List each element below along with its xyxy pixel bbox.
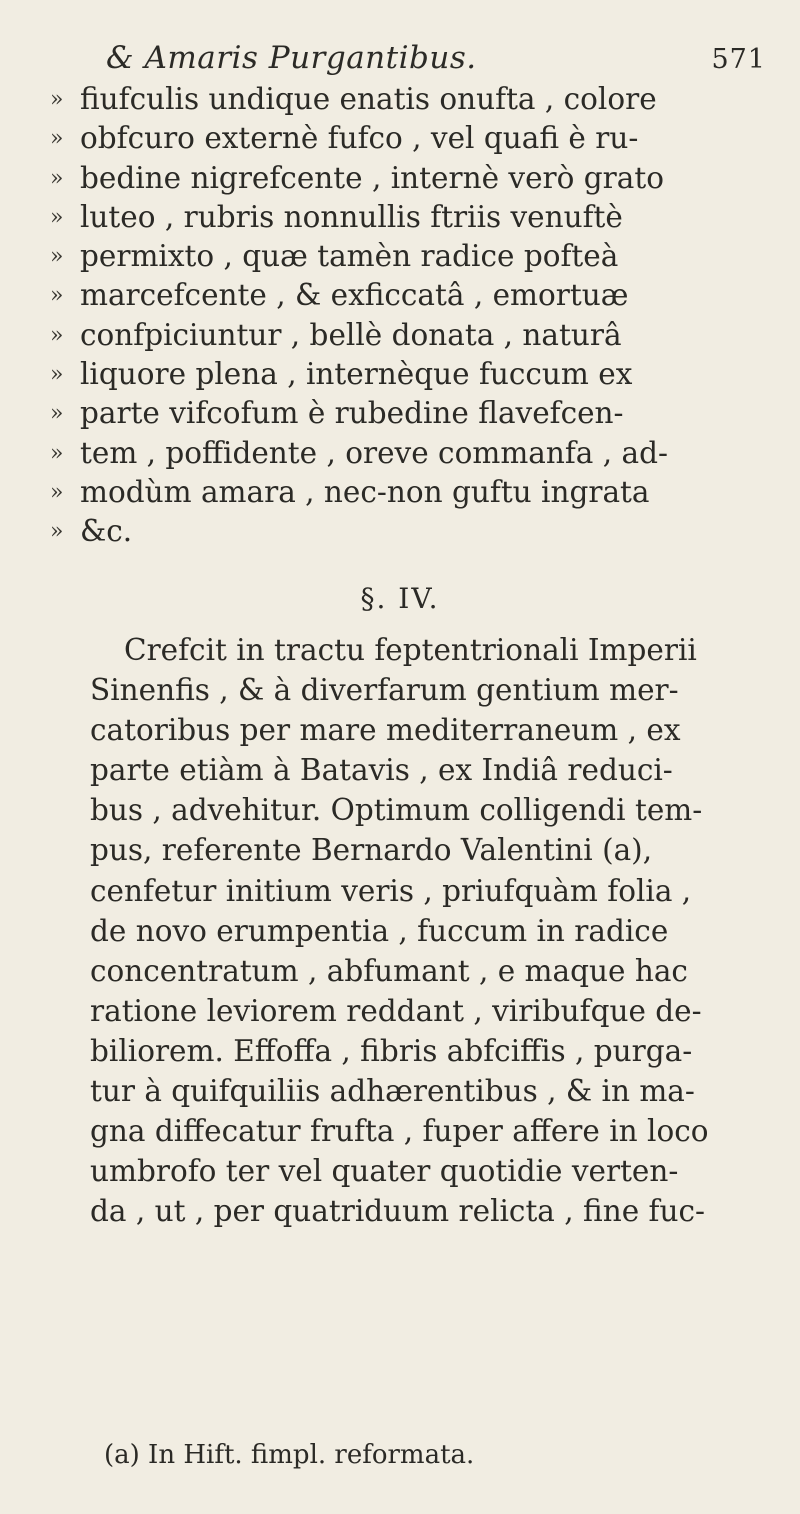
body-line: de novo erumpentia , fuccum in radice	[90, 913, 669, 948]
quote-line-text: bedine nigrefcente , internè verò grato	[80, 160, 664, 195]
footnote: (a) In Hift. fimpl. reformata.	[104, 1440, 475, 1470]
quote-line-text: modùm amara , nec-non guftu ingrata	[80, 474, 650, 509]
quote-line-text: &c.	[80, 514, 133, 549]
quote-line-text: confpiciuntur , bellè donata , naturâ	[80, 317, 622, 352]
quotation-mark: »	[50, 401, 64, 427]
page-number: 571	[711, 44, 766, 75]
quote-line	[50, 198, 780, 237]
body-line: tur à quifquiliis adhærentibus , & in ma-	[90, 1074, 695, 1109]
quote-line	[50, 119, 780, 158]
body-paragraph	[90, 630, 780, 1231]
body-line: pus, referente Bernardo Valentini (a),	[90, 833, 653, 868]
quotation-mark: »	[50, 519, 64, 545]
quote-line	[50, 237, 780, 276]
quote-line-text: fiufculis undique enatis onufta , colore	[80, 82, 657, 116]
quotation-mark: »	[50, 126, 64, 152]
quote-line	[50, 316, 780, 355]
quotation-mark: »	[50, 440, 64, 466]
quote-line-text: obfcuro externè fufco , vel quafi è ru-	[80, 121, 639, 156]
body-line: biliorem. Effoffa , fibris abfciffis , purga-	[90, 1033, 693, 1068]
quote-line	[50, 512, 780, 551]
quote-line-text: parte vifcofum è rubedine flavefcen-	[80, 396, 624, 431]
running-title: & Amaris Purgantibus.	[106, 40, 477, 76]
body-line: gna diffecatur frufta , fuper affere in loco	[90, 1114, 709, 1149]
quote-line	[50, 355, 780, 394]
quote-line	[50, 434, 780, 473]
quote-line	[50, 80, 780, 119]
body-line: cenfetur initium veris , priufquàm folia ,	[90, 873, 692, 908]
body-line: da , ut , per quatriduum relicta , fine fuc-	[90, 1194, 705, 1229]
quote-line-text: luteo , rubris nonnullis ftriis venuftè	[80, 199, 623, 234]
quote-line	[50, 473, 780, 512]
quote-line	[50, 159, 780, 198]
quote-line-text: marcefcente , & exficcatâ , emortuæ	[80, 278, 629, 313]
quotation-mark: »	[50, 362, 64, 388]
quotation-mark: »	[50, 87, 64, 112]
body-line: ratione leviorem reddant , viribufque de-	[90, 993, 702, 1028]
quotation-mark: »	[50, 244, 64, 270]
quotation-mark: »	[50, 283, 64, 309]
quotation-mark: »	[50, 322, 64, 348]
quotation-mark: »	[50, 165, 64, 191]
quotation-mark: »	[50, 479, 64, 505]
quote-line-text: permixto , quæ tamèn radice pofteà	[80, 239, 619, 274]
quotation-mark: »	[50, 204, 64, 230]
quote-line-text: tem , poffidente , oreve commanfa , ad-	[80, 435, 668, 470]
quote-line	[50, 394, 780, 433]
body-line: bus , advehitur. Optimum colligendi tem-	[90, 793, 703, 828]
body-line: catoribus per mare mediterraneum , ex	[90, 713, 681, 748]
quote-line-text: liquore plena , internèque fuccum ex	[80, 357, 633, 392]
body-line: Crefcit in tractu feptentrionali Imperii	[124, 633, 697, 667]
quoted-passage	[50, 80, 780, 552]
body-line: parte etiàm à Batavis , ex Indiâ reduci-	[90, 753, 673, 788]
body-line: concentratum , abfumant , e maque hac	[90, 953, 688, 988]
quote-line	[50, 276, 780, 315]
section-heading: §. IV.	[360, 582, 440, 615]
body-line: umbrofo ter vel quater quotidie verten-	[90, 1154, 679, 1189]
body-line: Sinenfis , & à diverfarum gentium mer-	[90, 673, 679, 708]
